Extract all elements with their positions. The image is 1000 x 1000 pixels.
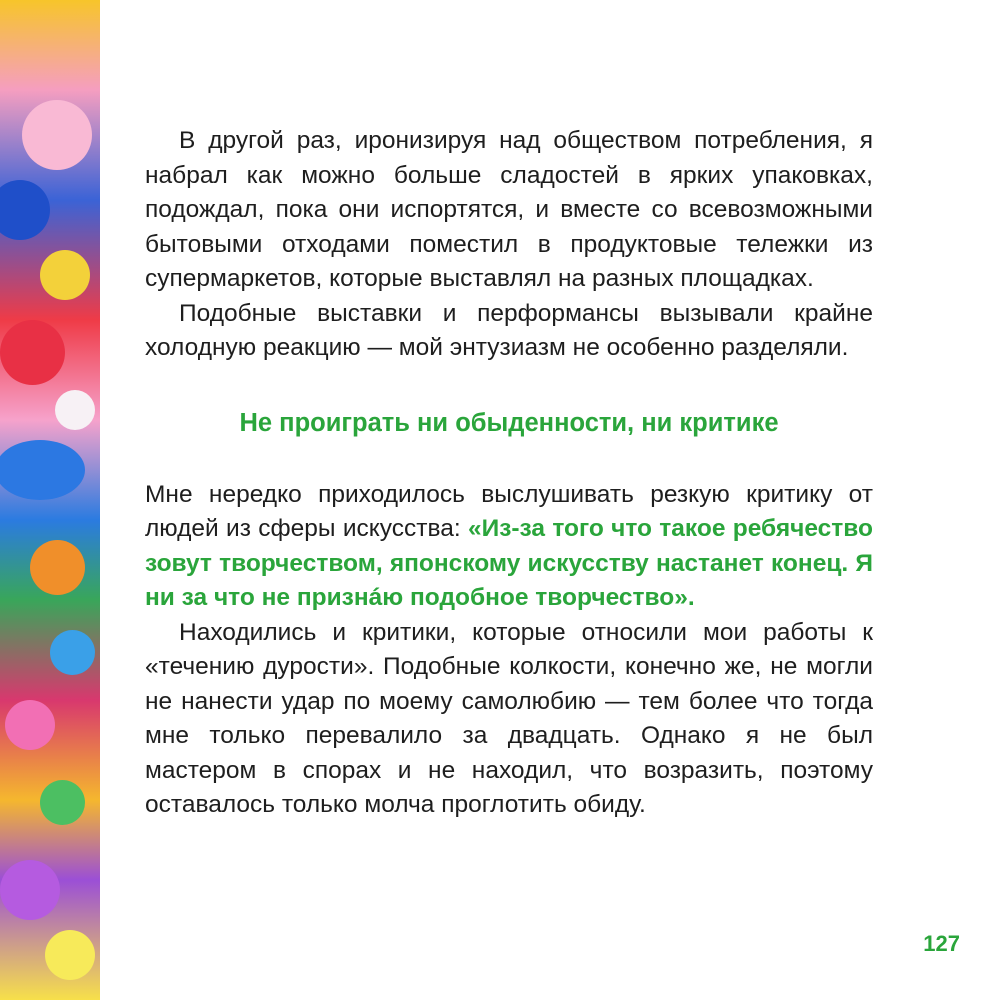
critic-quote: «Из-за того что такое ребячество зовут творчеством, японскому искусству настанет конец. Я ни за что не признáю подобное творчество». [145,515,873,611]
paragraph-4: Находились и критики, которые относили мои работы к «течению дурости». Подобные колкости, конечно же, не могли не нанести удар по моему самолюбию — тем более что тогда мне только перевалило за двадцать. Однако я не был мастером в спорах и не находил, что возразить, поэтому оставалось только молча проглотить обиду. [145,618,873,818]
paragraph-2: Подобные выставки и перформансы вызывали крайне холодную реакцию — мой энтузиазм не особенно разделяли. [145,299,873,361]
text-column [145,124,873,823]
candy-blob [40,780,85,825]
candy-blob [40,250,90,300]
candy-blob [45,930,95,980]
page-number: 127 [923,931,960,956]
candy-blob [30,540,85,595]
candy-blob [5,700,55,750]
section-heading: Не проиграть ни обыденности, ни критике [239,408,779,437]
candy-photo-strip [0,0,100,1000]
candy-blob [0,860,60,920]
paragraph-3-lead: Мне нередко приходилось выслушивать резкую критику от людей из сферы искусства: [145,480,873,542]
candy-blob [0,180,50,240]
candy-blob [55,390,95,430]
candy-blob [50,630,95,675]
candy-blob [0,440,85,500]
candy-blob [0,320,65,385]
candy-blob [22,100,92,170]
paragraph-1: В другой раз, иронизируя над обществом потребления, я набрал как можно больше сладостей в ярких упаковках, подождал, пока они испортятся, и вместе со всевозможными бытовыми отходами поместил в продуктовые тележки из супермаркетов, которые выставлял на разных площадках. [145,127,873,292]
paragraph-3 [145,478,873,616]
